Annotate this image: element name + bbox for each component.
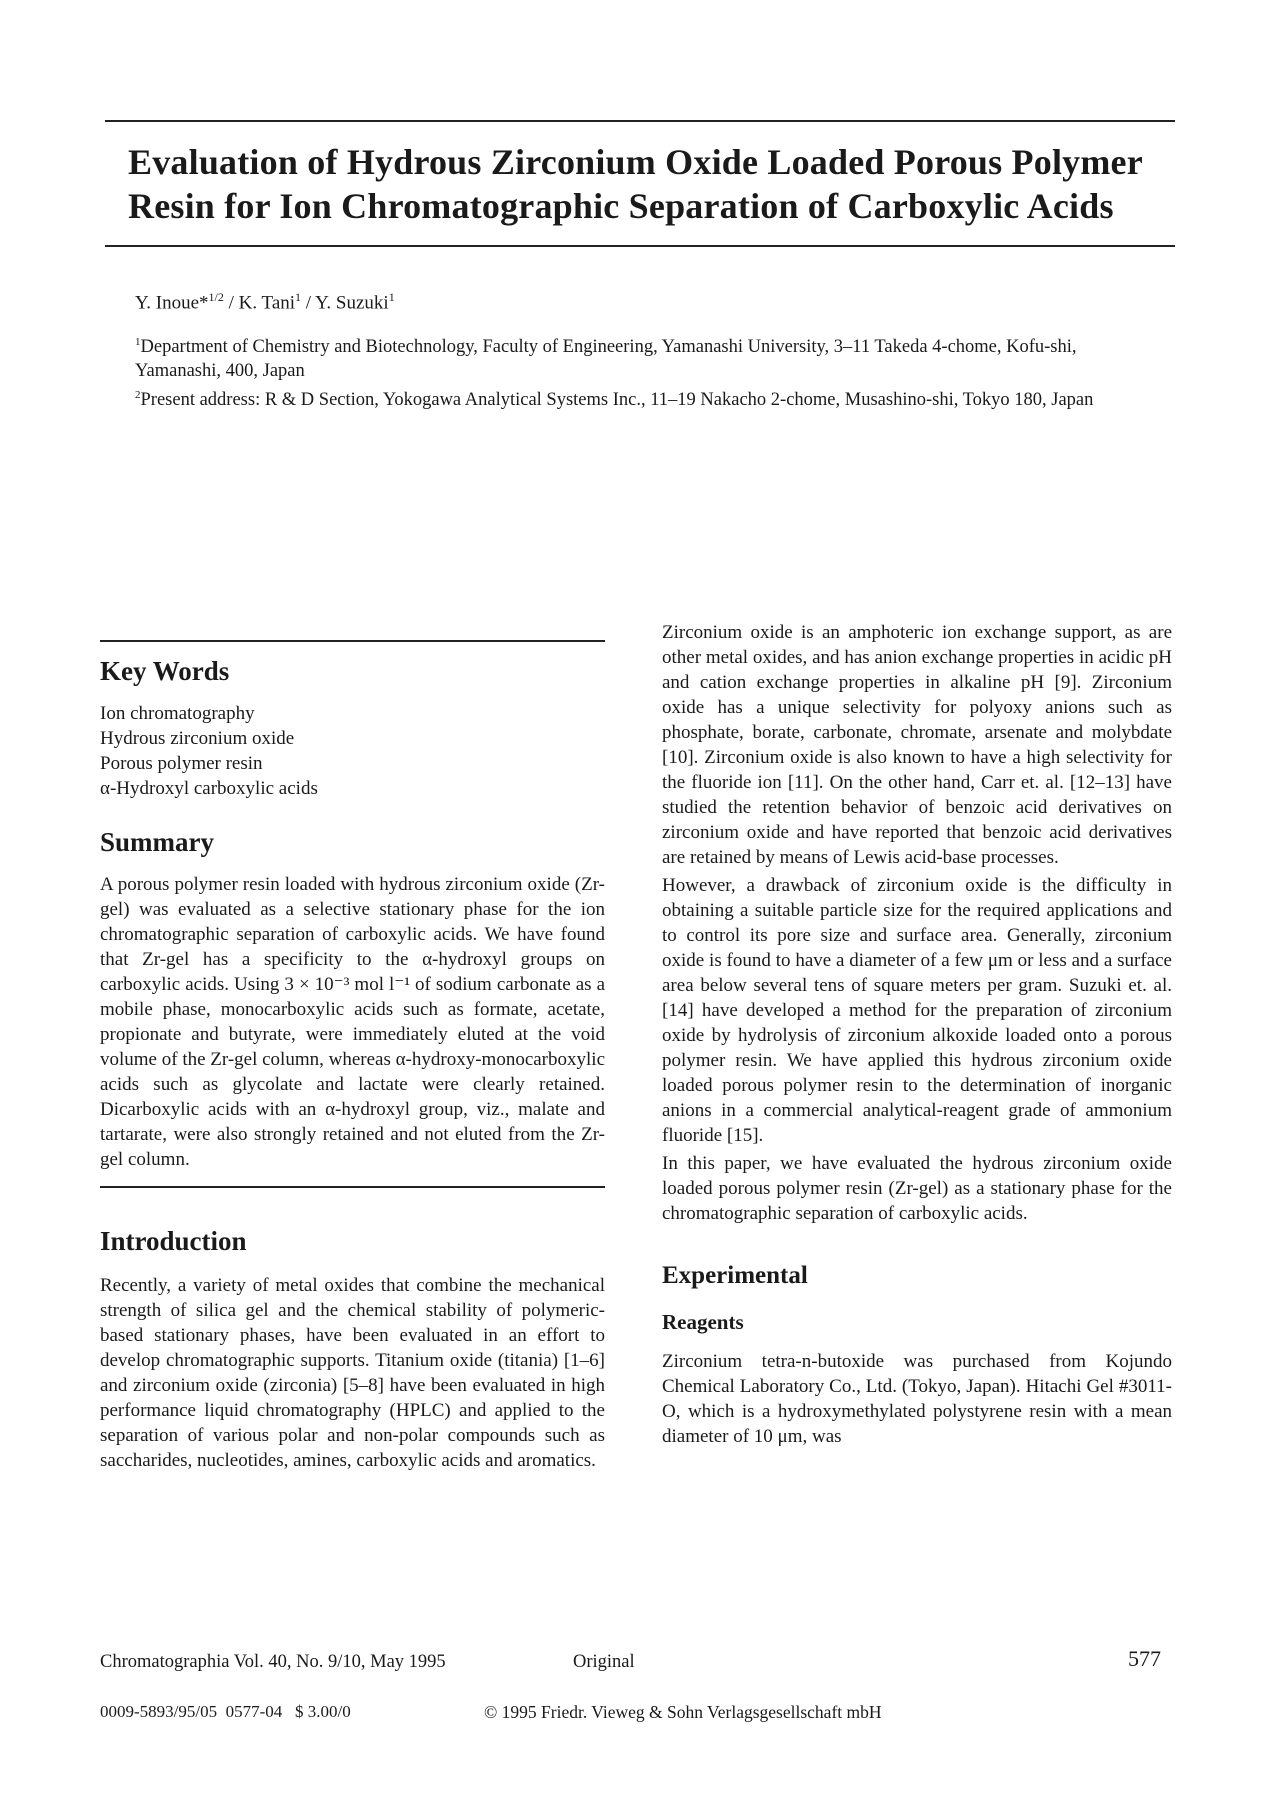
keyword-item: Porous polymer resin: [100, 753, 263, 774]
left-column: [100, 640, 605, 1473]
author-3: Y. Suzuki: [315, 292, 389, 314]
right-column: [662, 620, 1172, 1449]
author-list: [135, 290, 395, 314]
author-2-sup: 1: [295, 290, 302, 304]
keywords-heading: Key Words: [100, 656, 230, 686]
affiliation-2-mark: 2: [135, 389, 141, 402]
paper-title: [128, 140, 1188, 228]
keyword-item: Ion chromatography: [100, 703, 255, 724]
author-1: Y. Inoue*: [135, 292, 209, 314]
reagents-heading: Reagents: [662, 1310, 744, 1334]
title-line-2: Resin for Ion Chromatographic Separation of Carboxylic Acids: [128, 186, 1114, 226]
affiliation-2: $^2$Present address: R & D Section, Yokogawa Analytical Systems Inc., 11–19 Nakacho 2-chome, Musashino-shi, Tokyo 180, Japan: [135, 389, 1094, 411]
introduction-heading: Introduction: [100, 1226, 247, 1256]
footer-page-number: 577: [1128, 1646, 1161, 1671]
introduction-text: Recently, a variety of metal oxides that combine the mechanical strength of silica gel and the chemical stability of polymeric-based stationary phases, have been evaluated in an effort to develop chromatographic supports. Titanium oxide (titania) [1–6] and zirconium oxide (zirconia) [5–8] have been evaluated in high performance liquid chromatography (HPLC) and applied to the separation of various polar and non-polar compounds such as saccharides, nucleotides, amines, carboxylic acids and aromatics.: [100, 1275, 605, 1471]
summary-rule: [100, 1186, 605, 1188]
intro-paragraph-3: However, a drawback of zirconium oxide is the difficulty in obtaining a suitable particle size for the required applications and to control its pore size and surface area. Generally, zirconium oxide is found to have a diameter of a few μm or less and a surface area below several tens of square meters per gram. Suzuki et. al. [14] have developed a method for the preparation of zirconium oxide by hydrolysis of zirconium alkoxide loaded onto a porous polymer resin. We have applied this hydrous zirconium oxide loaded porous polymer resin to the determination of inorganic anions in a commercial analytical-reagent grade of ammonium fluoride [15].: [662, 875, 1172, 1146]
title-rule-bottom: [105, 245, 1175, 247]
footer-journal: Chromatographia Vol. 40, No. 9/10, May 1995: [100, 1652, 446, 1672]
keyword-item: Hydrous zirconium oxide: [100, 728, 295, 749]
title-rule-top: [105, 120, 1175, 122]
affiliation-1-mark: 1: [135, 336, 141, 348]
intro-paragraph-2: Zirconium oxide is an amphoteric ion exchange support, as are other metal oxides, and has anion exchange properties in acidic pH and cation exchange properties in alkaline pH [9]. Zirconium oxide has a unique selectivity for polyoxy anions such as phosphate, borate, carbonate, chromate, arsenate and molybdate [10]. Zirconium oxide is also known to have a high selectivity for the fluoride ion [11]. On the other hand, Carr et. al. [12–13] have studied the retention behavior of benzoic acid derivatives on zirconium oxide and have reported that benzoic acid derivatives are retained by means of Lewis acid-base processes.: [662, 622, 1172, 868]
footer-copyright: © 1995 Friedr. Vieweg & Sohn Verlagsgesellschaft mbH: [484, 1702, 882, 1722]
affiliation-1: $^1$Department of Chemistry and Biotechnology, Faculty of Engineering, Yamanashi University, 3–11 Takeda 4-chome, Kofu-shi, Yamanashi, 400, Japan: [135, 336, 1077, 382]
footer-type: Original: [573, 1652, 635, 1672]
author-1-sup: 1/2: [208, 290, 224, 304]
intro-paragraph-4: In this paper, we have evaluated the hydrous zirconium oxide loaded porous polymer resin (Zr-gel) as a stationary phase for the chromatographic separation of carboxylic acids.: [662, 1153, 1172, 1224]
reagents-text: Zirconium tetra-n-butoxide was purchased from Kojundo Chemical Laboratory Co., Ltd. (Tokyo, Japan). Hitachi Gel #3011-O, which is a hydroxymethylated polystyrene resin with a mean diameter of 10 μm, was: [662, 1351, 1172, 1447]
summary-text: A porous polymer resin loaded with hydrous zirconium oxide (Zr-gel) was evaluated as a selective stationary phase for the ion chromatographic separation of carboxylic acids. We have found that Zr-gel has a specificity to the α-hydroxyl groups on carboxylic acids. Using 3 × 10⁻³ mol l⁻¹ of sodium carbonate as a mobile phase, monocarboxylic acids such as formate, acetate, propionate and butyrate, were immediately eluted at the void volume of the Zr-gel column, whereas α-hydroxy-monocarboxylic acids such as glycolate and lactate were clearly retained. Dicarboxylic acids with an α-hydroxyl group, viz., malate and tartarate, were also strongly retained and not eluted from the Zr-gel column.: [100, 874, 606, 1170]
affiliations: [135, 330, 1145, 412]
keywords-rule: [100, 640, 605, 642]
author-2: K. Tani: [238, 292, 296, 314]
summary-heading: Summary: [100, 827, 214, 857]
keyword-list: [100, 701, 605, 801]
title-line-1: Evaluation of Hydrous Zirconium Oxide Loaded Porous Polymer: [128, 142, 1143, 182]
footer-issn: 0009-5893/95/05 0577-04 $ 3.00/0: [100, 1702, 351, 1721]
author-3-sup: 1: [388, 290, 395, 304]
author-separator: /: [301, 292, 316, 314]
experimental-heading: Experimental: [662, 1262, 808, 1289]
keyword-item: α-Hydroxyl carboxylic acids: [100, 778, 318, 799]
author-separator: /: [223, 292, 239, 314]
